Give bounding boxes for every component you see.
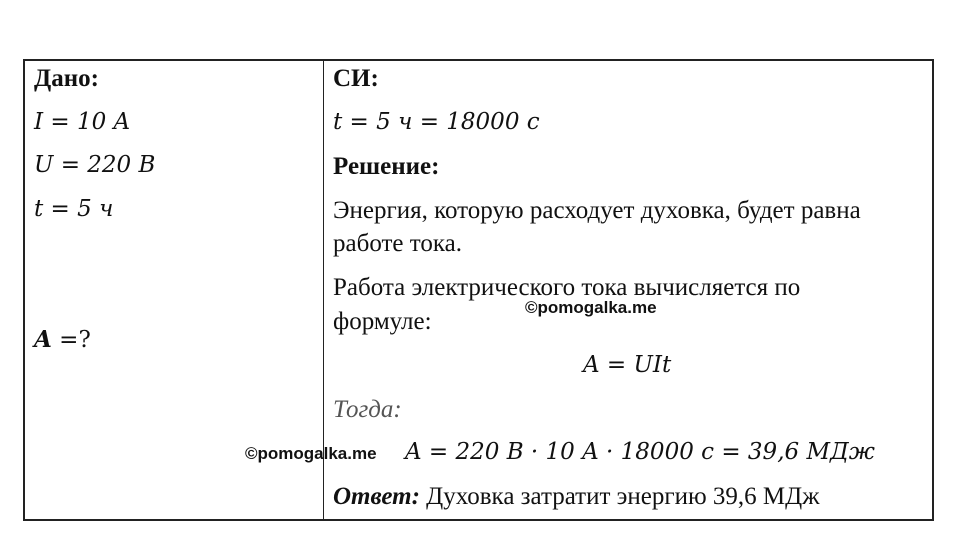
given-heading: Дано: xyxy=(34,65,99,92)
unknown-work: A =? xyxy=(34,326,91,353)
solution-text-2a: Работа электрического тока вычисляется по xyxy=(333,274,801,301)
then-label: Тогда: xyxy=(333,396,402,423)
solution-text-2b: формуле: xyxy=(333,308,432,335)
given-time: t = 5 ч xyxy=(34,196,114,222)
solution-text-1a: Энергия, которую расходует духовка, будет равна xyxy=(333,197,861,224)
given-voltage: U = 220 B xyxy=(34,152,156,178)
si-time-conversion: t = 5 ч = 18000 с xyxy=(333,109,540,135)
answer: Ответ: Духовка затратит энергию 39,6 МДж xyxy=(333,483,820,510)
calculation: A = 220 B · 10 A · 18000 с = 39,6 МДж xyxy=(405,439,875,465)
solution-heading: Решение: xyxy=(333,153,440,180)
work-formula: A = UIt xyxy=(583,352,672,378)
solution-text-1b: работе тока. xyxy=(333,230,462,257)
si-heading: СИ: xyxy=(333,65,379,92)
watermark: ©pomogalka.me xyxy=(525,298,657,317)
watermark: ©pomogalka.me xyxy=(245,444,377,463)
given-current: I = 10 A xyxy=(34,109,131,135)
